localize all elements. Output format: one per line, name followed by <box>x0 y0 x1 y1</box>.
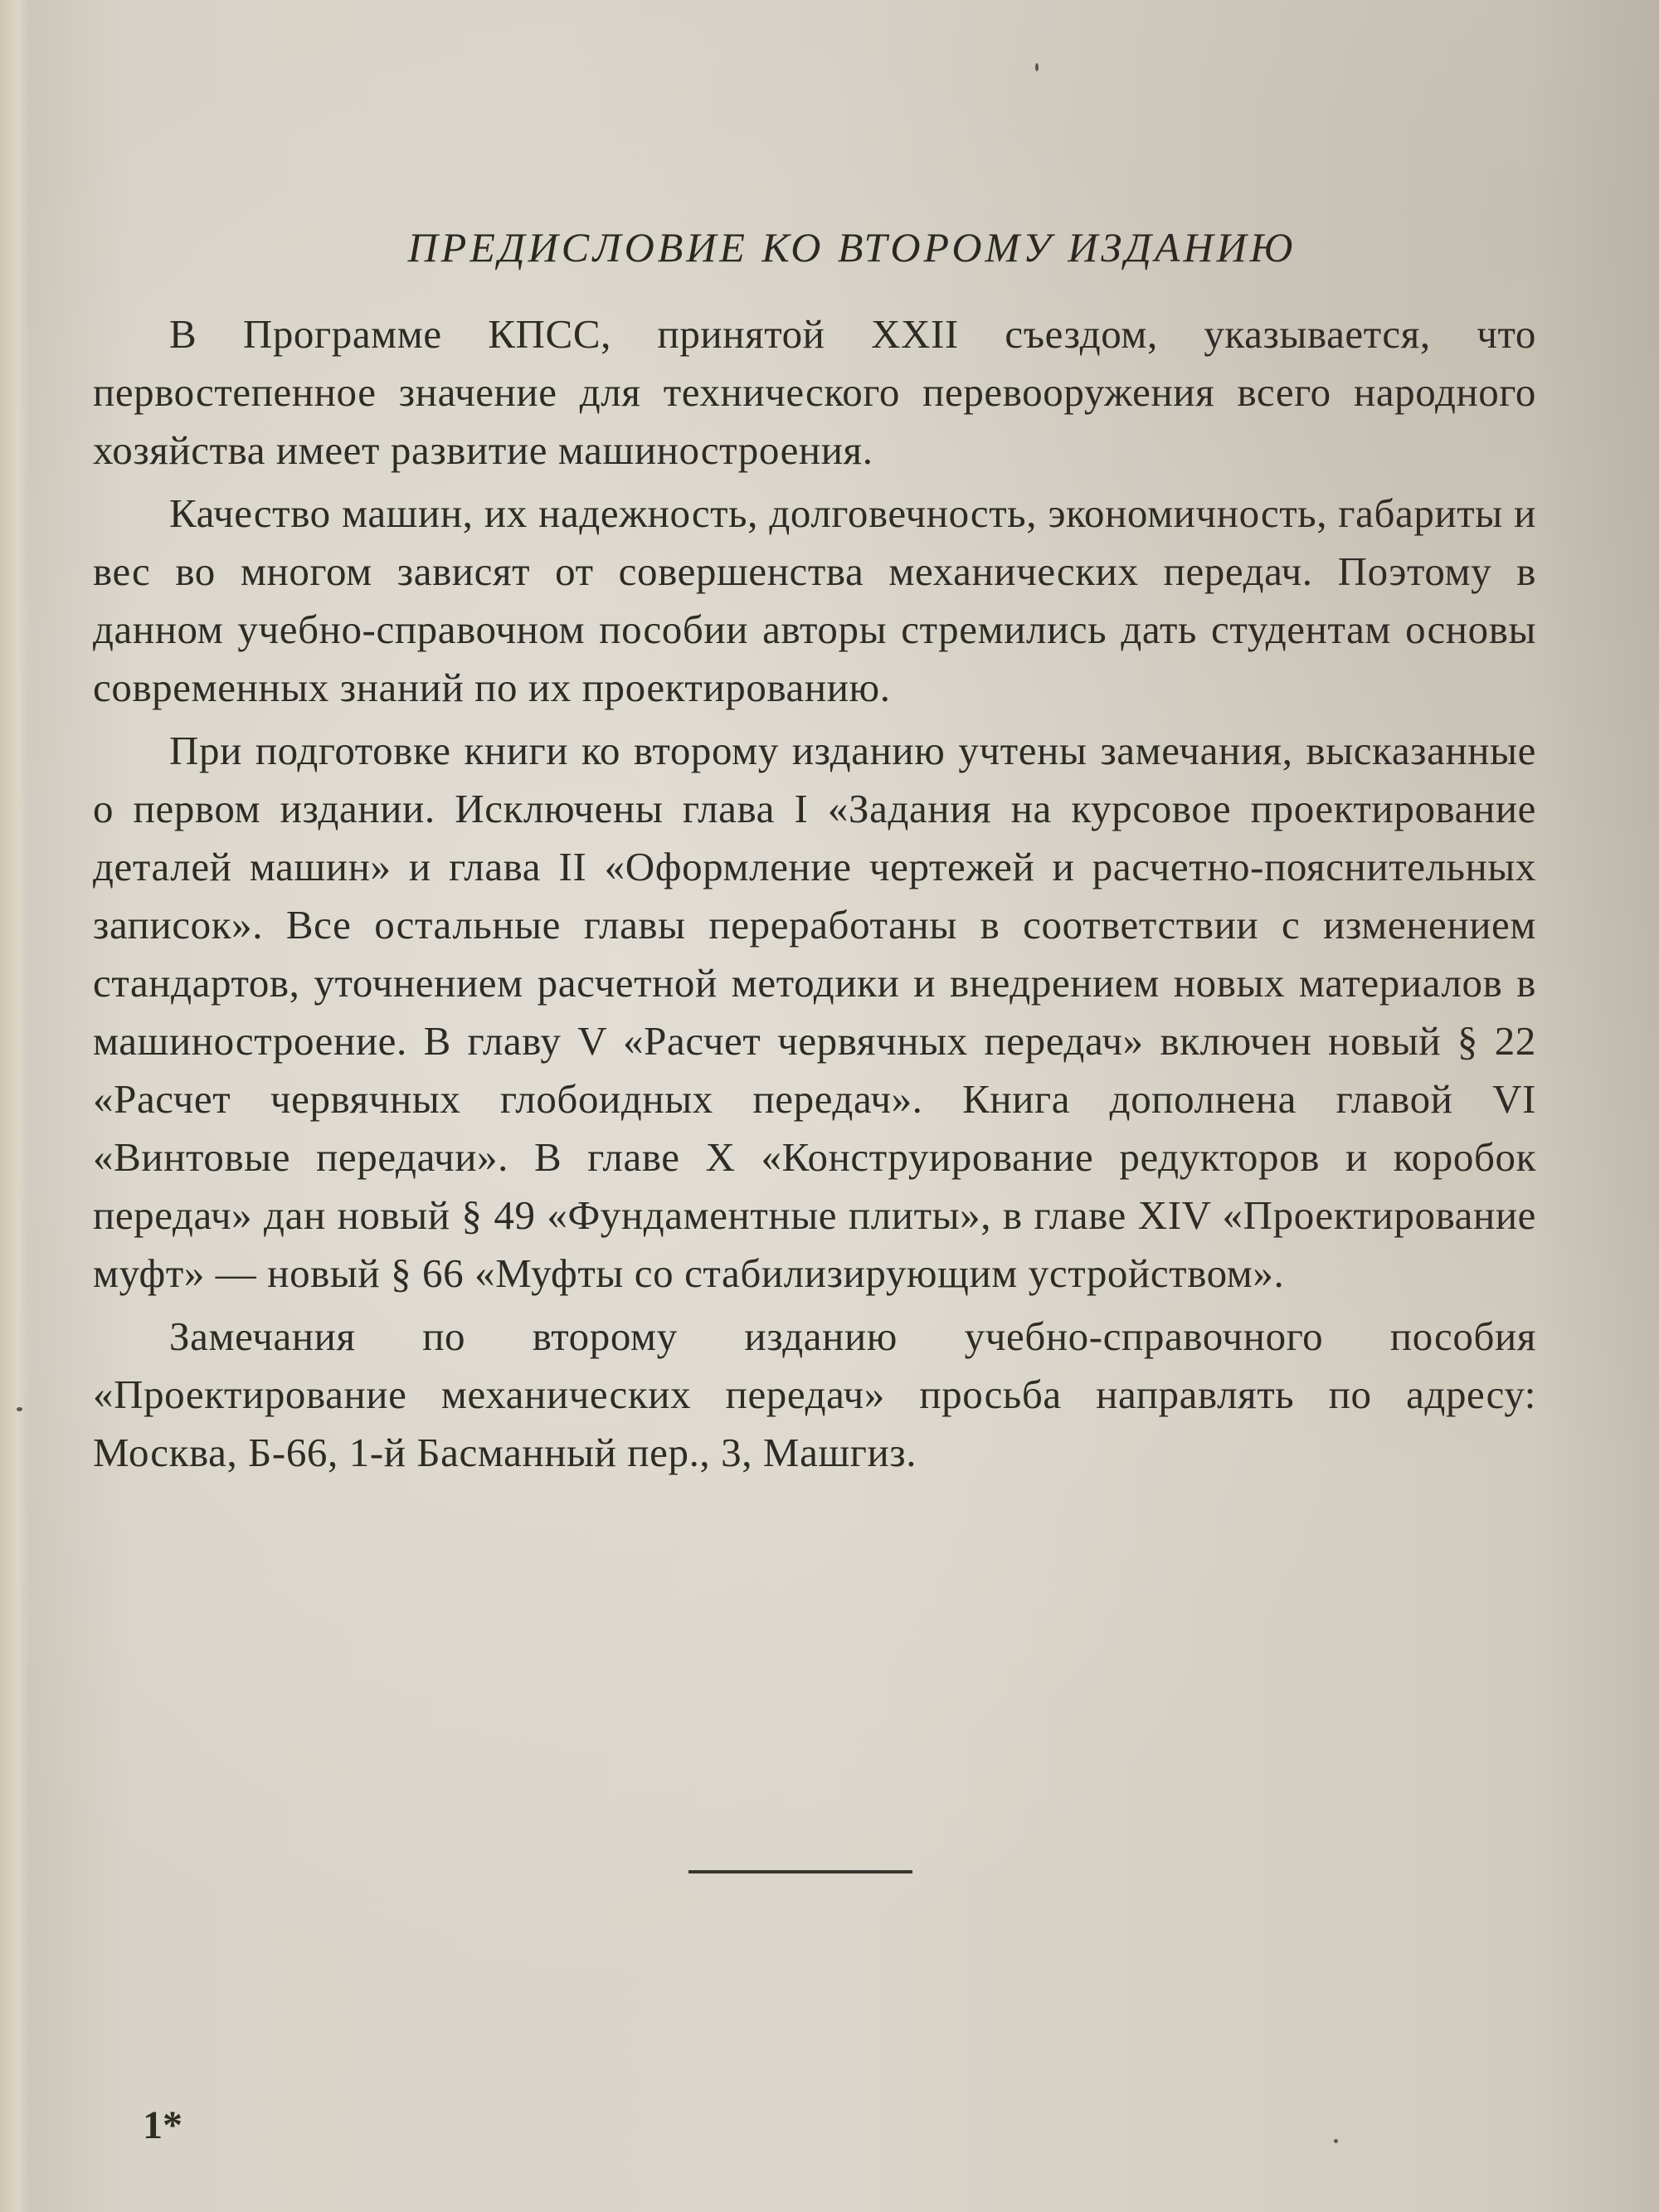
paragraph-4: Замечания по второму изданию учебно-справочного пособия «Проектирование механических передач» просьба направлять по адресу: Москва, Б-66, 1-й Басманный пер., 3, Машгиз. <box>93 1313 1536 1475</box>
paragraph-3: При подготовке книги ко второму изданию учтены замечания, высказанные о первом издании. Исключены глава I «Задания на курсовое проектирование деталей машин» и глава II «Оформление чертежей и расчетно-пояснительных записок». Все остальные главы переработаны в соответствии с изменением стандартов, уточнением расчетной методики и внедрением новых материалов в машиностроение. В главу V «Расчет червячных передач» включен новый § 22 «Расчет червячных глобоидных передач». Книга дополнена главой VI «Винтовые передачи». В главе X «Конструирование редукторов и коробок передач» дан новый § 49 «Фундаментные плиты», в главе XIV «Проектирование муфт» — новый § 66 «Муфты со стабилизирующим устройством». <box>93 728 1536 1296</box>
paper-speck <box>1334 2139 1338 2143</box>
end-rule <box>688 1870 912 1873</box>
signature-mark: 1* <box>143 2103 182 2147</box>
page-edge <box>0 0 30 2212</box>
paragraph-2: Качество машин, их надежность, долговечность, экономичность, габариты и вес во многом зависят от совершенства механических передач. Поэтому в данном учебно-справочном пособии авторы стремились дать студентам основы современных знаний по их проектированию. <box>93 490 1536 710</box>
page-heading: ПРЕДИСЛОВИЕ КО ВТОРОМУ ИЗДАНИЮ <box>407 224 1297 270</box>
paper-speck <box>1035 63 1039 71</box>
paragraph-1: В Программе КПСС, принятой XXII съездом, указывается, что первостепенное значение для технического перевооружения всего народного хозяйства имеет развитие машиностроения. <box>93 311 1536 473</box>
paper-speck <box>17 1407 22 1411</box>
text-block <box>93 222 1536 1487</box>
